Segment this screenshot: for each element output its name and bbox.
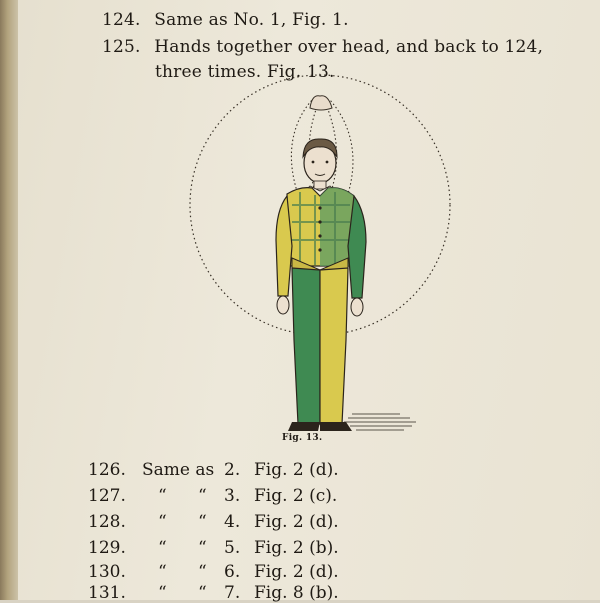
item-ref: 6. (224, 562, 241, 582)
trouser-leg-left (292, 268, 320, 424)
item-number: 126. (88, 460, 126, 480)
item-ditto: “ (158, 486, 167, 506)
item-ref: 3. (224, 486, 241, 506)
item-fig: Fig. 2 (d). (254, 512, 339, 532)
figure-caption: Fig. 13. (282, 433, 323, 443)
entry-125-continuation: three times. Fig. 13. (155, 62, 335, 82)
hand-left (277, 296, 289, 314)
item-ditto: “ (158, 512, 167, 532)
item-ditto: “ (158, 583, 167, 603)
item-number: 128. (88, 512, 126, 532)
entry-text: Hands together over head, and back to 124, (154, 37, 544, 57)
ground-shadow (344, 414, 416, 430)
item-ref: 5. (224, 538, 241, 558)
item-same-as: Same as (142, 460, 215, 480)
item-ditto: “ (198, 486, 207, 506)
item-number: 129. (88, 538, 126, 558)
item-fig: Fig. 2 (c). (254, 486, 338, 506)
clasped-hands (310, 96, 332, 110)
entry-text: Same as No. 1, Fig. 1. (154, 10, 349, 30)
item-ditto: “ (198, 538, 207, 558)
trouser-leg-right (320, 268, 348, 424)
item-ditto: “ (198, 512, 207, 532)
item-ditto: “ (198, 562, 207, 582)
item-fig: Fig. 2 (d). (254, 460, 339, 480)
neck (314, 181, 326, 189)
item-number: 130. (88, 562, 126, 582)
item-number: 131. (88, 583, 126, 603)
eye-left (312, 161, 315, 164)
item-fig: Fig. 2 (b). (254, 538, 339, 558)
entry-number: 124. (102, 10, 141, 30)
item-number: 127. (88, 486, 126, 506)
item-ref: 7. (224, 583, 241, 603)
item-ditto: “ (198, 583, 207, 603)
entry-number: 125. (102, 37, 141, 57)
shoe-right (320, 422, 352, 431)
shoe-left (288, 422, 320, 431)
hand-right (351, 298, 363, 316)
item-fig: Fig. 2 (d). (254, 562, 339, 582)
eye-right (326, 161, 329, 164)
item-ref: 4. (224, 512, 241, 532)
item-ditto: “ (158, 538, 167, 558)
item-fig: Fig. 8 (b). (254, 583, 339, 603)
item-ref: 2. (224, 460, 241, 480)
item-ditto: “ (158, 562, 167, 582)
